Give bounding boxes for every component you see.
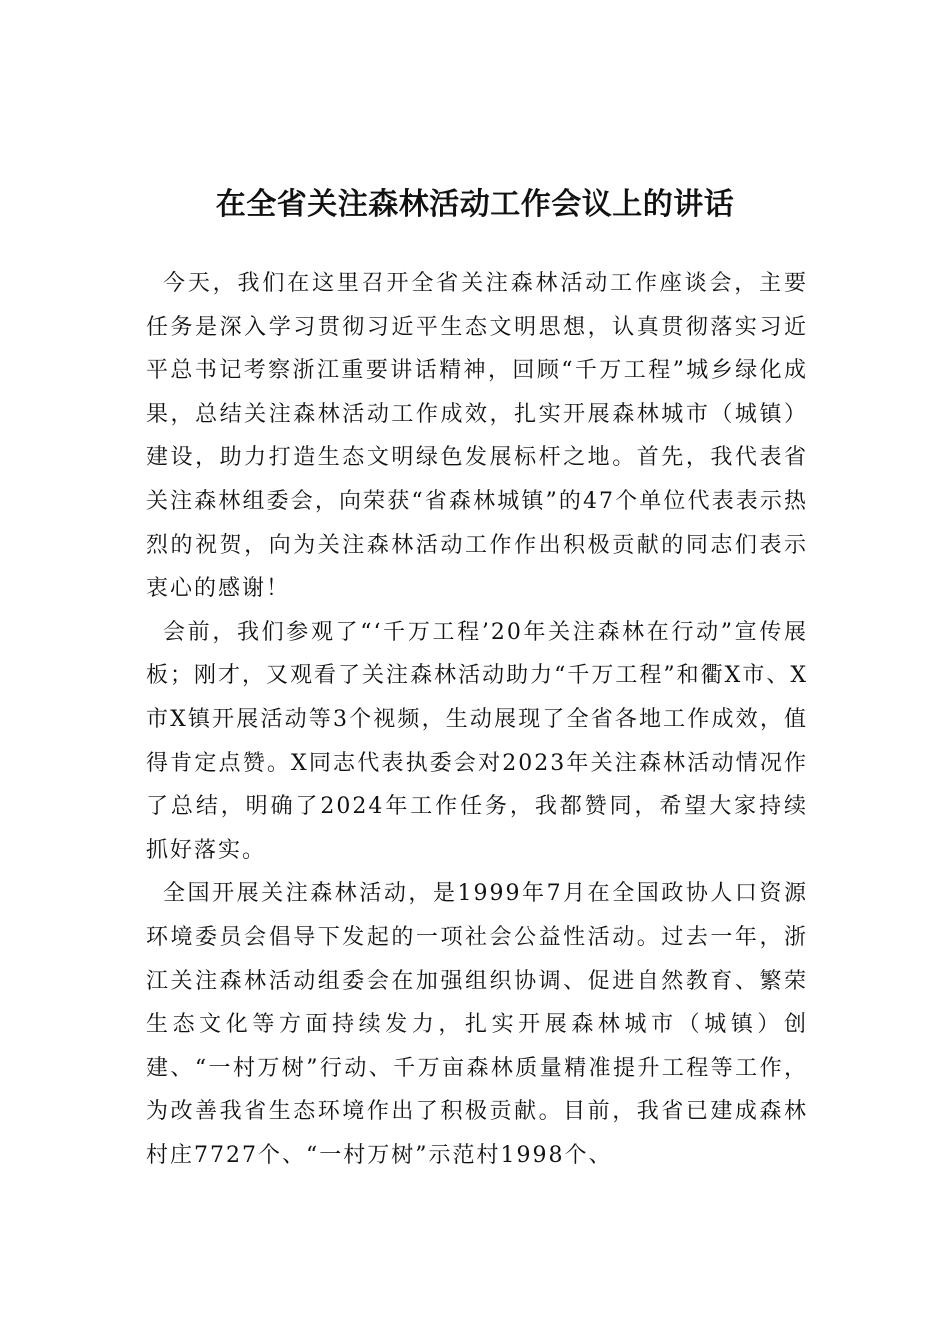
paragraph-opening: 今天，我们在这里召开全省关注森林活动工作座谈会，主要任务是深入学习贯彻习近平生态文明思想，认真贯彻落实习近平总书记考察浙江重要讲话精神，回顾“千万工程”城乡绿化成果，总结关注森林活动工作成效，扎实开展森林城市（城镇）建设，助力打造生态文明绿色发展标杆之地。首先，我代表省关注森林组委会，向荣获“省森林城镇”的47个单位代表表示热烈的祝贺，向为关注森林活动工作作出积极贡献的同志们表示衷心的感谢！	[146, 271, 808, 602]
paragraph-activities: 会前，我们参观了“‘千万工程’20年关注森林在行动”宣传展板；刚才，又观看了关注森林活动助力“千万工程”和衢X市、X市X镇开展活动等3个视频，生动展现了全省各地工作成效，值得肯定点赞。X同志代表执委会对2023年关注森林活动情况作了总结，明确了2024年工作任务，我都赞同，希望大家持续抓好落实。	[146, 619, 808, 863]
document-body	[146, 262, 808, 1177]
paragraph-background: 全国开展关注森林活动，是1999年7月在全国政协人口资源环境委员会倡导下发起的一项社会公益性活动。过去一年，浙江关注森林活动组委会在加强组织协调、促进自然教育、繁荣生态文化等方面持续发力，扎实开展森林城市（城镇）创建、“一村万树”行动、千万亩森林质量精准提升工程等工作，为改善我省生态环境作出了积极贡献。目前，我省已建成森林村庄7727个、“一村万树”示范村1998个、	[146, 881, 808, 1168]
document-title: 在全省关注森林活动工作会议上的讲话	[215, 187, 735, 223]
